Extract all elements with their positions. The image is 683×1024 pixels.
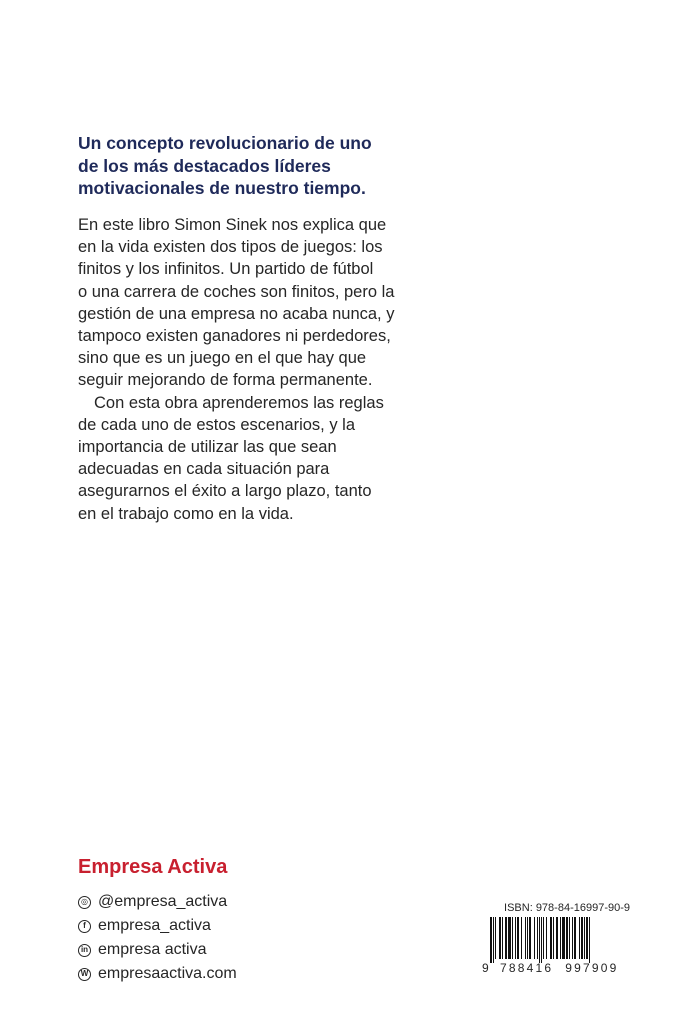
- description-line: seguir mejorando de forma permanente.: [78, 371, 373, 390]
- description-line: asegurarnos el éxito a largo plazo, tanto: [78, 482, 372, 501]
- barcode-bar: [546, 917, 547, 959]
- description-line: Con esta obra aprenderemos las reglas: [94, 393, 384, 412]
- publisher-name: Empresa Activa: [78, 856, 228, 878]
- description-line: en el trabajo como en la vida.: [78, 504, 294, 523]
- ean-first-digit: 9: [482, 961, 489, 975]
- description-line: sino que es un juego en el que hay que: [78, 349, 367, 368]
- description-line: adecuadas en cada situación para: [78, 460, 330, 479]
- barcode-bar: [543, 917, 544, 959]
- linkedin-icon: in: [78, 944, 91, 957]
- barcode-icon: [482, 917, 630, 963]
- social-web-label: empresaactiva.com: [98, 965, 237, 982]
- barcode-bar: [574, 917, 576, 959]
- barcode-bar: [537, 917, 538, 959]
- barcode-bar: [560, 917, 561, 959]
- barcode-bar: [508, 917, 511, 959]
- social-linkedin[interactable]: [78, 938, 237, 962]
- social-web[interactable]: [78, 962, 237, 986]
- barcode-bar: [517, 917, 519, 959]
- ean-left-digits: 788416: [500, 961, 554, 975]
- description-line: tampoco existen ganadores ni perdedores,: [78, 327, 391, 346]
- web-icon: W: [78, 968, 91, 981]
- barcode-bar: [490, 917, 492, 963]
- barcode-bar: [495, 917, 496, 959]
- social-linkedin-label: empresa activa: [98, 941, 207, 958]
- social-facebook[interactable]: [78, 914, 237, 938]
- facebook-icon: f: [78, 920, 91, 933]
- barcode-bar: [589, 917, 590, 963]
- barcode-bar: [586, 917, 588, 959]
- barcode-bar: [550, 917, 552, 959]
- tagline-line-2: de los más destacados líderes: [78, 155, 331, 176]
- description-line: en la vida existen dos tipos de juegos: los: [78, 238, 383, 257]
- barcode-bar: [502, 917, 503, 959]
- barcode-bar: [581, 917, 583, 959]
- barcode-bar: [584, 917, 585, 959]
- barcode-bar: [562, 917, 565, 959]
- barcode-bar: [556, 917, 558, 959]
- ean-digits: [482, 961, 640, 975]
- description-line: finitos y los infinitos. Un partido de fútbol: [78, 260, 374, 279]
- social-facebook-label: empresa_activa: [98, 917, 211, 934]
- barcode-bar: [569, 917, 570, 959]
- social-instagram[interactable]: [78, 890, 237, 914]
- barcode-bar: [529, 917, 531, 959]
- tagline: [78, 132, 438, 200]
- description-line: gestión de una empresa no acaba nunca, y: [78, 304, 395, 323]
- instagram-icon: ◎: [78, 896, 91, 909]
- isbn-label: ISBN: 978-84-16997-90-9: [504, 902, 630, 914]
- barcode-block: [482, 902, 640, 975]
- barcode-bar: [527, 917, 528, 959]
- barcode-bar: [534, 917, 535, 959]
- description-line: En este libro Simon Sinek nos explica que: [78, 216, 387, 234]
- social-links: [78, 890, 237, 986]
- ean-right-digits: 997909: [565, 961, 619, 975]
- barcode-bar: [553, 917, 554, 959]
- barcode-bar: [541, 917, 542, 963]
- description-line: o una carrera de coches son finitos, pero la: [78, 282, 395, 301]
- social-instagram-label: @empresa_activa: [98, 893, 228, 910]
- barcode-bar: [579, 917, 580, 959]
- barcode-bar: [515, 917, 516, 959]
- barcode-bar: [566, 917, 568, 959]
- barcode-bar: [505, 917, 507, 959]
- barcode-bar: [493, 917, 494, 963]
- tagline-line-1: Un concepto revolucionario de uno: [78, 133, 372, 153]
- barcode-bar: [512, 917, 513, 959]
- description-line: de cada uno de estos escenarios, y la: [78, 415, 356, 434]
- description: [78, 214, 458, 525]
- tagline-line-3: motivacionales de nuestro tiempo.: [78, 178, 366, 198]
- description-line: importancia de utilizar las que sean: [78, 438, 337, 457]
- barcode-bar: [525, 917, 526, 959]
- barcode-bar: [539, 917, 540, 963]
- barcode-bar: [521, 917, 522, 959]
- barcode-bar: [499, 917, 501, 959]
- barcode-bar: [572, 917, 573, 959]
